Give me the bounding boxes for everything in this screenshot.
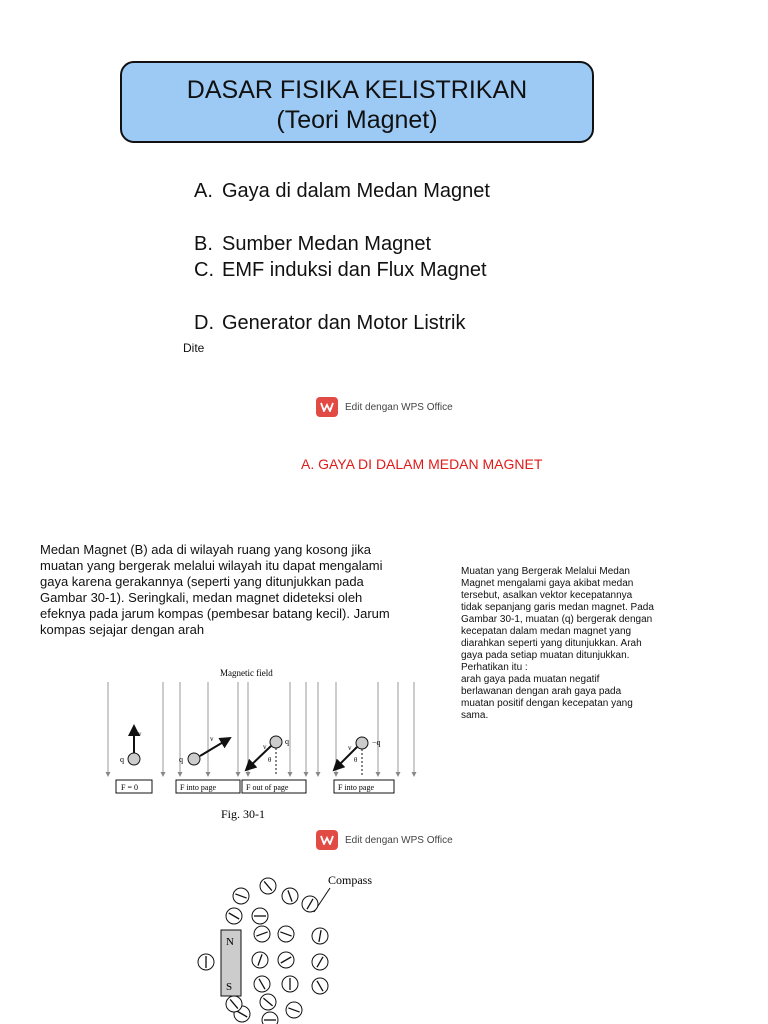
side-note-line: muatan positif dengan kecepatan yang — [461, 698, 633, 709]
side-note — [461, 566, 711, 722]
charge-label: −q — [372, 738, 381, 747]
topic-letter: D. — [194, 312, 214, 334]
panel-3 — [242, 736, 306, 793]
compass-needle-icon — [282, 976, 298, 992]
topic-text: Sumber Medan Magnet — [222, 233, 432, 255]
compass-needle-icon — [252, 908, 268, 924]
charge-label: q — [120, 755, 124, 764]
side-note-line: kecepatan dalam medan magnet yang — [461, 626, 632, 637]
force-label: F into page — [180, 783, 216, 792]
compass-needle-icon — [278, 952, 294, 968]
force-label: F = 0 — [121, 783, 138, 792]
section-heading: A. GAYA DI DALAM MEDAN MAGNET — [301, 456, 543, 472]
topic-letter: B. — [194, 233, 213, 255]
side-note-line: tidak sepanjang garis medan magnet. Pada — [461, 602, 654, 613]
compass-needle-icon — [226, 908, 242, 924]
topic-a — [194, 178, 490, 204]
magnetic-force-figure — [96, 664, 426, 824]
pole-s: S — [226, 981, 233, 993]
wps-logo-icon — [316, 397, 338, 417]
velocity-label: v — [210, 735, 214, 743]
topic-letter: A. — [194, 180, 213, 202]
compass-needle-icon — [312, 978, 328, 994]
force-label: F out of page — [246, 783, 289, 792]
angle-label: θ — [354, 756, 358, 764]
charge-label: q — [179, 755, 183, 764]
side-note-line: Gambar 30-1, muatan (q) bergerak dengan — [461, 614, 653, 625]
topic-b — [194, 231, 432, 257]
figure-caption: Fig. 30-1 — [221, 807, 266, 821]
compass-needle-icon — [282, 888, 298, 904]
side-note-line: sama. — [461, 710, 489, 721]
velocity-label: v — [263, 743, 267, 751]
side-note-line: Magnet mengalami gaya akibat medan — [461, 578, 634, 589]
field-lines — [108, 682, 414, 776]
compass-needle-icon — [198, 954, 214, 970]
compass-needle-icon — [233, 888, 249, 904]
field-label: Magnetic field — [220, 668, 273, 678]
topic-d — [194, 310, 466, 336]
topic-text: Generator dan Motor Listrik — [222, 312, 466, 334]
compass-needle-icon — [302, 896, 318, 912]
compass-needle-icon — [260, 994, 276, 1010]
panel-1 — [116, 726, 152, 793]
charge-label: q — [285, 737, 289, 746]
truncated-text: Dite — [183, 341, 205, 355]
velocity-label: v — [138, 730, 142, 738]
wps-edit-link[interactable] — [316, 830, 453, 850]
compass-needle-icon — [252, 952, 268, 968]
side-note-line: diarahkan seperti yang ditunjukkan. Arah — [461, 638, 642, 649]
side-note-line: Muatan yang Bergerak Melalui Medan — [461, 566, 630, 577]
side-note-line: gaya pada setiap muatan ditunjukkan. — [461, 650, 630, 661]
compass-needle-icon — [278, 926, 294, 942]
main-paragraph: Medan Magnet (B) ada di wilayah ruang yang kosong jika muatan yang bergerak melalui wilayah itu dapat mengalami gaya karena gerakannya (seperti yang ditunjukkan pada Gambar 30-1). Seringkali, medan magnet dideteksi oleh efeknya pada jarum kompas (pembesar batang kecil). Jarum kompas sejajar dengan arah — [40, 542, 390, 637]
velocity-label: v — [348, 744, 352, 752]
panel-4 — [334, 737, 394, 793]
force-label: F into page — [338, 783, 374, 792]
compass-needle-icon — [254, 926, 270, 942]
wps-edit-link[interactable] — [316, 397, 453, 417]
topic-c — [194, 257, 487, 283]
compass-needle-icon — [312, 928, 328, 944]
compass-needle-icon — [312, 954, 328, 970]
side-note-line: tersebut, asalkan vektor kecepatannya — [461, 590, 633, 601]
wps-edit-label: Edit dengan WPS Office — [345, 401, 453, 413]
pole-n: N — [226, 936, 234, 948]
side-note-line: Perhatikan itu : — [461, 662, 528, 673]
topic-text: EMF induksi dan Flux Magnet — [222, 259, 487, 281]
compass-figure — [190, 864, 390, 1024]
title-line-1: DASAR FISIKA KELISTRIKAN — [186, 76, 528, 104]
topic-letter: C. — [194, 259, 214, 281]
angle-label: θ — [268, 756, 272, 764]
title-line-2: (Teori Magnet) — [276, 106, 438, 134]
side-note-line: berlawanan dengan arah gaya pada — [461, 686, 622, 697]
compass-needle-icon — [254, 976, 270, 992]
topic-text: Gaya di dalam Medan Magnet — [222, 180, 490, 202]
side-note-line: arah gaya pada muatan negatif — [461, 674, 600, 685]
wps-logo-icon — [316, 830, 338, 850]
compass-needle-icon — [226, 996, 242, 1012]
compass-needle-icon — [262, 1012, 278, 1024]
title-box — [120, 61, 594, 143]
wps-edit-label: Edit dengan WPS Office — [345, 834, 453, 846]
compass-needle-icon — [286, 1002, 302, 1018]
compass-needle-icon — [260, 878, 276, 894]
compass-needles — [198, 878, 328, 1024]
compass-label: Compass — [328, 873, 373, 887]
